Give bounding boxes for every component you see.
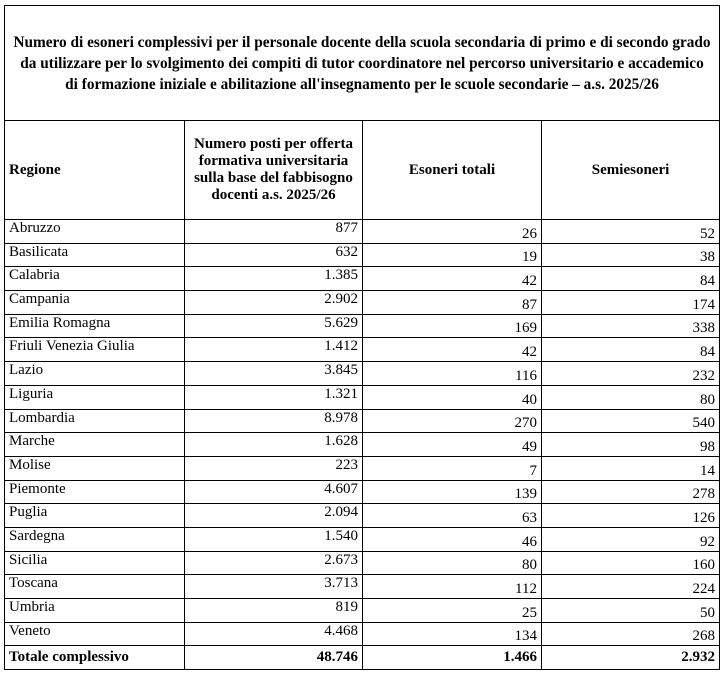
cell-esoneri: 46 [363,527,542,551]
cell-regione: Friuli Venezia Giulia [5,338,185,362]
cell-esoneri: 134 [363,622,542,646]
table-row [5,504,720,528]
cell-semiesoneri: 232 [542,362,720,386]
cell-posti: 8.978 [185,409,363,433]
cell-regione: Toscana [5,575,185,599]
header-esoneri: Esoneri totali [363,121,542,220]
table-row [5,291,720,315]
cell-posti: 2.673 [185,551,363,575]
cell-esoneri: 63 [363,504,542,528]
cell-esoneri: 42 [363,338,542,362]
cell-esoneri: 116 [363,362,542,386]
cell-semiesoneri: 338 [542,314,720,338]
cell-regione: Molise [5,456,185,480]
cell-esoneri: 112 [363,575,542,599]
cell-posti: 819 [185,599,363,623]
cell-semiesoneri: 84 [542,338,720,362]
cell-posti: 1.540 [185,527,363,551]
cell-posti: 2.094 [185,504,363,528]
cell-semiesoneri: 278 [542,480,720,504]
cell-posti: 48.746 [185,646,363,670]
cell-semiesoneri: 540 [542,409,720,433]
header-row [5,121,720,220]
table-row [5,527,720,551]
cell-regione: Umbria [5,599,185,623]
cell-semiesoneri: 38 [542,243,720,267]
cell-posti: 1.321 [185,385,363,409]
cell-posti: 5.629 [185,314,363,338]
cell-semiesoneri: 98 [542,433,720,457]
table-row [5,243,720,267]
table-row [5,456,720,480]
cell-regione: Abruzzo [5,220,185,244]
header-regione: Regione [5,121,185,220]
cell-semiesoneri: 2.932 [542,646,720,670]
table-row [5,575,720,599]
cell-semiesoneri: 84 [542,267,720,291]
cell-posti: 4.607 [185,480,363,504]
cell-semiesoneri: 174 [542,291,720,315]
cell-semiesoneri: 80 [542,385,720,409]
cell-regione: Sardegna [5,527,185,551]
cell-posti: 2.902 [185,291,363,315]
cell-semiesoneri: 14 [542,456,720,480]
cell-esoneri: 80 [363,551,542,575]
cell-regione: Totale complessivo [5,646,185,670]
cell-regione: Campania [5,291,185,315]
cell-regione: Emilia Romagna [5,314,185,338]
total-row [5,646,720,670]
table-row [5,362,720,386]
header-posti: Numero posti per offerta formativa universitaria sulla base del fabbisogno docenti a.s. 2025/26 [185,121,363,220]
cell-semiesoneri: 268 [542,622,720,646]
cell-posti: 1.412 [185,338,363,362]
cell-posti: 4.468 [185,622,363,646]
cell-regione: Calabria [5,267,185,291]
cell-posti: 877 [185,220,363,244]
cell-posti: 1.385 [185,267,363,291]
cell-esoneri: 169 [363,314,542,338]
table-row [5,314,720,338]
cell-posti: 1.628 [185,433,363,457]
cell-esoneri: 26 [363,220,542,244]
cell-esoneri: 270 [363,409,542,433]
cell-esoneri: 49 [363,433,542,457]
cell-regione: Lazio [5,362,185,386]
table-row [5,480,720,504]
table-row [5,551,720,575]
table-row [5,385,720,409]
table-row [5,409,720,433]
cell-semiesoneri: 160 [542,551,720,575]
cell-esoneri: 7 [363,456,542,480]
cell-posti: 632 [185,243,363,267]
cell-esoneri: 25 [363,599,542,623]
table-row [5,433,720,457]
cell-regione: Lombardia [5,409,185,433]
cell-regione: Veneto [5,622,185,646]
table-row [5,267,720,291]
esoneri-table [4,5,720,670]
cell-esoneri: 1.466 [363,646,542,670]
cell-posti: 3.845 [185,362,363,386]
header-semiesoneri: Semiesoneri [542,121,720,220]
cell-regione: Liguria [5,385,185,409]
table-title: Numero di esoneri complessivi per il personale docente della scuola secondaria di primo e di secondo grado da utilizzare per lo svolgimento dei compiti di tutor coordinatore nel percorso universitario e accademico di formazione iniziale e abilitazione all'insegnamento per le scuole secondarie – a.s. 2025/26 [5,6,720,121]
table-row [5,599,720,623]
cell-esoneri: 139 [363,480,542,504]
cell-esoneri: 19 [363,243,542,267]
cell-regione: Basilicata [5,243,185,267]
cell-semiesoneri: 50 [542,599,720,623]
table-row [5,220,720,244]
cell-esoneri: 40 [363,385,542,409]
table-row [5,338,720,362]
cell-semiesoneri: 92 [542,527,720,551]
cell-regione: Puglia [5,504,185,528]
table-body [5,220,720,670]
cell-regione: Marche [5,433,185,457]
cell-semiesoneri: 126 [542,504,720,528]
table-row [5,622,720,646]
cell-regione: Piemonte [5,480,185,504]
cell-posti: 3.713 [185,575,363,599]
cell-semiesoneri: 52 [542,220,720,244]
cell-posti: 223 [185,456,363,480]
cell-regione: Sicilia [5,551,185,575]
cell-semiesoneri: 224 [542,575,720,599]
cell-esoneri: 42 [363,267,542,291]
cell-esoneri: 87 [363,291,542,315]
